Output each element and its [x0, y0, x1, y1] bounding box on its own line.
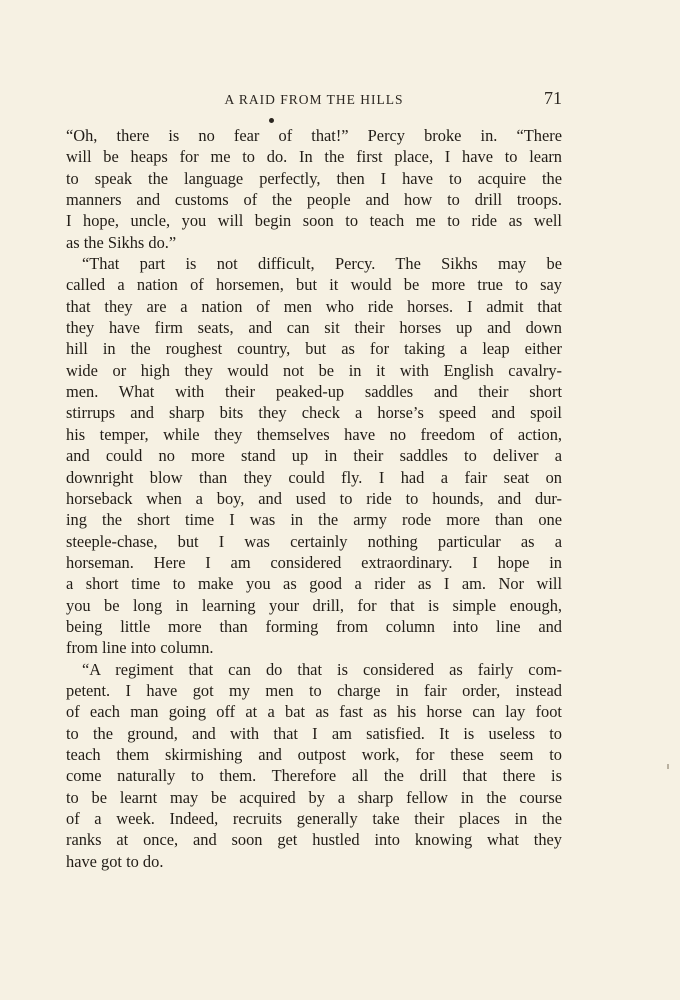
ink-dot	[269, 118, 274, 123]
text-line: stirrups and sharp bits they check a horse’s speed and spoil	[66, 403, 562, 423]
body-text	[66, 125, 562, 872]
text-line: and could no more stand up in their saddles to deliver a	[66, 446, 562, 466]
text-line: ing the short time I was in the army rode more than one	[66, 510, 562, 530]
text-line: being little more than forming from column into line and	[66, 616, 562, 636]
text-line: will be heaps for me to do. In the first place, I have to learn	[66, 147, 562, 167]
text-line: as the Sikhs do.”	[66, 232, 177, 252]
text-line: to be learnt may be acquired by a sharp fellow in the course	[66, 787, 562, 807]
text-line: of each man going off at a bat as fast as his horse can lay foot	[66, 702, 562, 722]
running-title: A RAID FROM THE HILLS	[224, 92, 404, 107]
text-line: a short time to make you as good a rider as I am. Nor will	[66, 574, 562, 594]
paper-speck	[667, 764, 669, 769]
text-line: called a nation of horsemen, but it would be more true to say	[66, 275, 562, 295]
text-line: that they are a nation of men who ride horses. I admit that	[66, 296, 562, 316]
text-line: they have firm seats, and can sit their horses up and down	[66, 318, 562, 338]
text-line: “That part is not difficult, Percy. The Sikhs may be	[82, 254, 562, 274]
text-line: have got to do.	[66, 851, 164, 871]
text-line: men. What with their peaked-up saddles and their short	[66, 382, 562, 402]
text-line: petent. I have got my men to charge in fair order, instead	[66, 680, 562, 700]
text-line: you be long in learning your drill, for that is simple enough,	[66, 595, 562, 615]
text-line: ranks at once, and soon get hustled into knowing what they	[66, 830, 562, 850]
text-line: manners and customs of the people and how to drill troops.	[66, 190, 562, 210]
text-line: downright blow than they could fly. I had a fair seat on	[66, 467, 562, 487]
text-line: horseback when a boy, and used to ride to hounds, and dur-	[66, 488, 562, 508]
text-line: wide or high they would not be in it with English cavalry-	[66, 360, 562, 380]
text-line: from line into column.	[66, 638, 214, 658]
page-number: 71	[544, 88, 562, 108]
text-line: of a week. Indeed, recruits generally take their places in the	[66, 809, 562, 828]
text-line: “A regiment that can do that is considered as fairly com-	[82, 659, 562, 679]
text-line: to the ground, and with that I am satisfied. It is useless to	[66, 723, 562, 743]
text-line: I hope, uncle, you will begin soon to teach me to ride as well	[66, 211, 562, 231]
text-line: hill in the roughest country, but as for taking a leap either	[66, 339, 562, 359]
running-head	[66, 88, 562, 112]
text-line: his temper, while they themselves have no freedom of action,	[66, 424, 562, 444]
text-line: teach them skirmishing and outpost work, for these seem to	[66, 744, 562, 764]
text-line: steeple-chase, but I was certainly nothing particular as a	[66, 531, 562, 551]
text-line: horseman. Here I am considered extraordinary. I hope in	[66, 552, 562, 572]
text-line: come naturally to them. Therefore all the drill that there is	[66, 766, 562, 786]
text-line: “Oh, there is no fear of that!” Percy broke in. “There	[66, 126, 562, 145]
text-line: to speak the language perfectly, then I have to acquire the	[66, 168, 562, 188]
